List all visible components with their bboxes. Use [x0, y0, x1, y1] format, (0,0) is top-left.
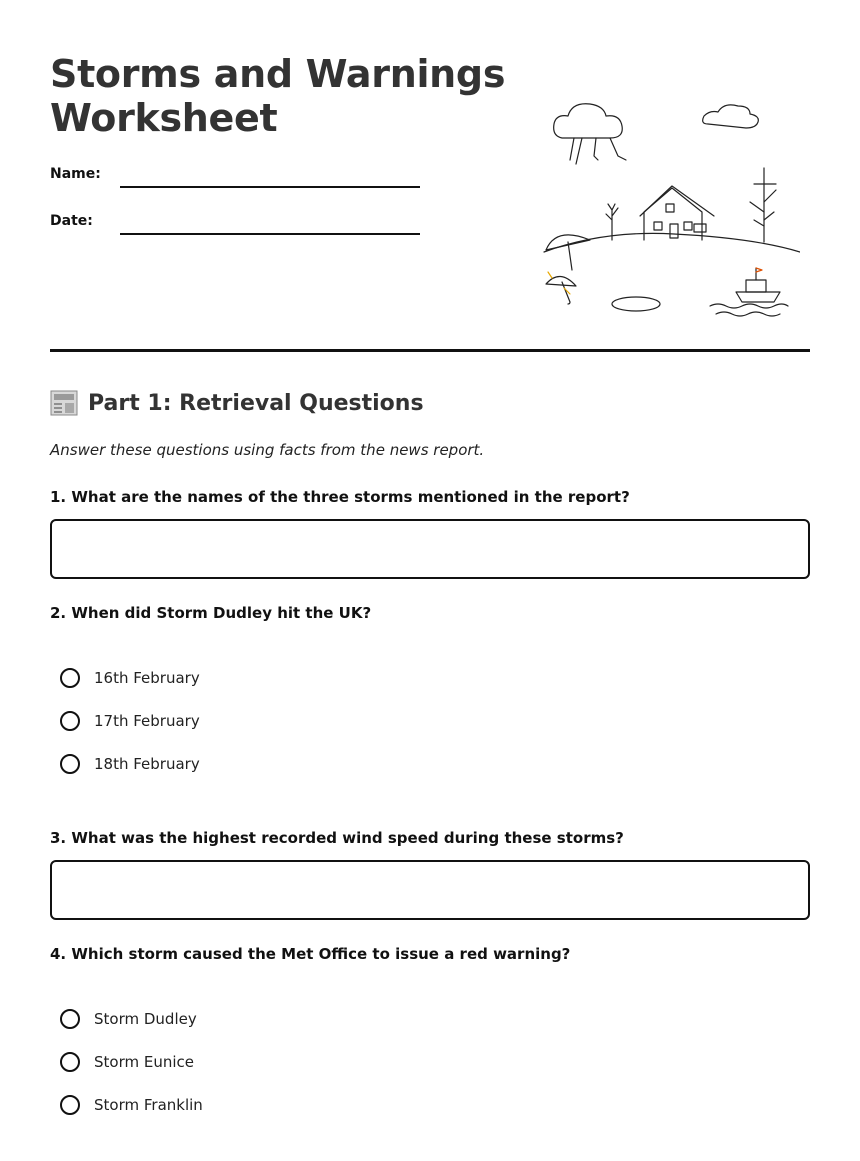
date-field[interactable]	[120, 233, 420, 235]
header-divider	[50, 349, 810, 352]
radio-button[interactable]	[60, 754, 80, 774]
section-heading	[50, 390, 424, 416]
answer-box-3[interactable]	[50, 860, 810, 920]
umbrella-icon-2	[546, 272, 576, 304]
radio-button[interactable]	[60, 711, 80, 731]
section-title: Part 1: Retrieval Questions	[88, 390, 424, 416]
date-label: Date:	[50, 213, 93, 229]
option-label: Storm Dudley	[94, 1010, 197, 1028]
question-3: 3. What was the highest recorded wind speed during these storms?	[50, 829, 624, 847]
option-row[interactable]	[60, 1052, 194, 1072]
answer-box-1[interactable]	[50, 519, 810, 579]
option-row[interactable]	[60, 668, 200, 688]
weather-vane-icon	[750, 168, 776, 242]
option-row[interactable]	[60, 1095, 203, 1115]
hill-line	[544, 233, 800, 252]
option-label: 18th February	[94, 755, 200, 773]
option-label: Storm Eunice	[94, 1053, 194, 1071]
title-line-1: Storms and Warnings	[50, 52, 506, 96]
radio-button[interactable]	[60, 1052, 80, 1072]
question-2: 2. When did Storm Dudley hit the UK?	[50, 604, 372, 622]
option-label: Storm Franklin	[94, 1096, 203, 1114]
storm-cloud-icon	[554, 104, 626, 164]
option-row[interactable]	[60, 711, 200, 731]
radio-button[interactable]	[60, 1095, 80, 1115]
news-icon	[50, 390, 78, 416]
radio-button[interactable]	[60, 1009, 80, 1029]
worksheet-title	[50, 52, 505, 140]
question-4: 4. Which storm caused the Met Office to issue a red warning?	[50, 945, 571, 963]
name-label: Name:	[50, 166, 101, 182]
title-line-2: Worksheet	[50, 96, 278, 140]
boat-icon	[710, 268, 788, 316]
puddle-icon	[612, 297, 660, 311]
option-row[interactable]	[60, 1009, 197, 1029]
option-label: 16th February	[94, 669, 200, 687]
tree-icon	[606, 204, 618, 240]
storm-scene-illustration	[540, 92, 800, 322]
cloud-icon	[703, 105, 759, 128]
radio-button[interactable]	[60, 668, 80, 688]
option-row[interactable]	[60, 754, 200, 774]
question-1: 1. What are the names of the three storms mentioned in the report?	[50, 488, 630, 506]
name-field[interactable]	[120, 186, 420, 188]
option-label: 17th February	[94, 712, 200, 730]
instructions-text: Answer these questions using facts from the news report.	[50, 441, 485, 459]
house-icon	[640, 186, 714, 240]
